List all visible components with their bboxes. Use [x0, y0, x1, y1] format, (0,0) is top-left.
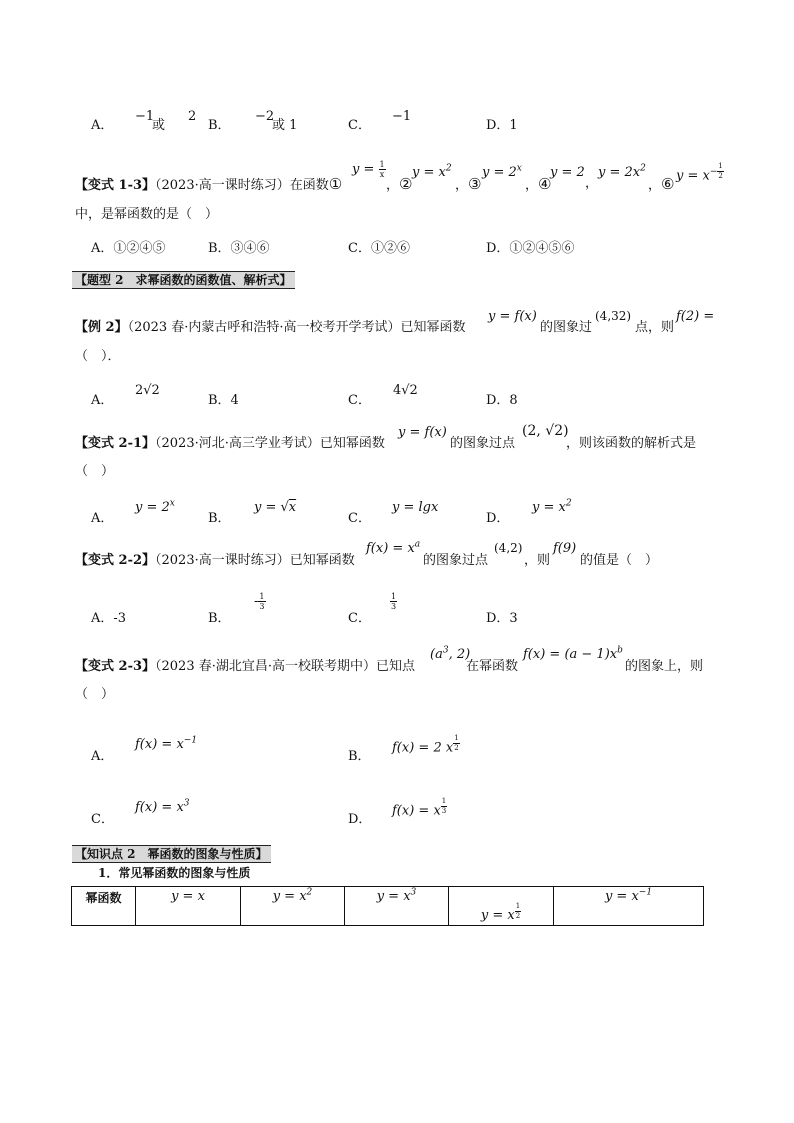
option-a-label: A．: [91, 118, 114, 133]
v23-option-c-label: C．: [91, 812, 114, 827]
v22-option-a: A．-3: [91, 611, 127, 626]
ex2-option-a-val: 2√2: [135, 383, 160, 398]
v13-option-b: B．③④⑥: [208, 241, 270, 256]
table-header-cell: $y = x^3$: [345, 887, 449, 926]
option-d: D．1: [486, 118, 518, 133]
ex2-option-a-label: A．: [91, 393, 114, 408]
v21-tail: ，则该函数的解析式是: [566, 436, 697, 451]
v13-sep3: ，④: [525, 175, 552, 193]
v23-tail: 的图象上，则: [625, 659, 704, 674]
v22-func: $f(x) = x^a$: [366, 539, 421, 556]
v13-sep4: ，: [585, 176, 599, 191]
ex2-cont: （ ）．: [75, 349, 121, 364]
v22-option-b-val: - $\frac{1}{3}$: [254, 592, 265, 611]
v21-option-b-val: y = √x: [254, 500, 297, 515]
v21-option-a-val: $y = 2^x$: [135, 498, 175, 515]
v23-option-b-label: B．: [348, 749, 371, 764]
option-b-or1: 或 1: [272, 118, 298, 133]
v23-option-d-val: f(x) = x $^{\frac{1}{3}}$: [392, 797, 447, 819]
v13-f4: y = 2: [550, 165, 585, 180]
v21-option-a-label: A．: [91, 511, 114, 526]
v21-option-d-label: D．: [486, 511, 510, 526]
v13-f2: $y = x^2$: [412, 163, 452, 180]
v13-option-a: A．①②④⑤: [91, 241, 166, 256]
v23-func: $f(x) = (a - 1)x^b$: [523, 645, 623, 662]
v22-option-d: D．3: [486, 611, 518, 626]
option-b-neg2: −2: [255, 109, 275, 124]
v22-question: 【变式 2-2】（2023·高一课时练习）已知幂函数: [75, 553, 355, 568]
v21-cont: （ ）: [75, 464, 115, 479]
v22-tail1: ，则: [524, 553, 551, 568]
v21-point: (2, √2): [522, 423, 569, 439]
v22-f9: f(9): [553, 541, 577, 556]
v22-tail2: 的值是（ ）: [580, 553, 659, 568]
v13-sep1: ，②: [386, 175, 413, 193]
v23-point: ($a^3$, 2): [430, 645, 471, 662]
v21-option-d-val: $y = x^2$: [532, 498, 572, 515]
option-a-or: 或: [152, 118, 166, 133]
v21-option-c-label: C．: [348, 511, 371, 526]
table-row: [72, 887, 704, 926]
option-c-val: −1: [392, 109, 412, 124]
v13-f5: $y = 2x^2$: [598, 163, 646, 180]
v21-mid: 的图象过点: [450, 436, 516, 451]
ex2-point: (4,32): [595, 309, 632, 323]
table-header-cell: y = x: [136, 887, 241, 926]
option-c-label: C．: [348, 118, 371, 133]
v21-option-c-val: y = lgx: [392, 500, 439, 515]
v13-f3: $y = 2^x$: [482, 163, 522, 180]
ex2-option-c-label: C．: [348, 393, 371, 408]
table-header-cell: y = x $^{\frac{1}{2}}$: [449, 887, 554, 926]
v22-option-c-label: C．: [348, 611, 371, 626]
ex2-mid: 的图象过: [540, 320, 593, 335]
v22-point: (4,2): [494, 541, 523, 555]
v13-sep5: ，⑥: [648, 175, 675, 193]
v23-option-c-val: $f(x) = x^3$: [135, 798, 190, 815]
ex2-option-b: B．4: [208, 393, 239, 408]
v22-mid: 的图象过点: [423, 553, 489, 568]
v23-option-a-val: $f(x) = x^{-1}$: [135, 735, 198, 752]
ex2-option-d: D．8: [486, 393, 518, 408]
kp2-subheading: 1．常见幂函数的图象与性质: [98, 866, 251, 880]
ex2-f2: f(2) =: [676, 309, 715, 324]
v21-option-b-label: B．: [208, 511, 231, 526]
v13-f6: $y = x^{- \frac{1}{2}}$: [676, 162, 723, 184]
v13-f1: y = $\frac{1}{x}$: [352, 160, 385, 179]
table-header-cell: 幂函数: [72, 887, 136, 926]
v13-question: 【变式 1-3】（2023·高一课时练习）在函数①: [75, 175, 343, 193]
v13-option-c: C．①②⑥: [348, 241, 410, 256]
v13-line2: 中，是幂函数的是（ ）: [75, 207, 219, 222]
section-header-type2: 【题型 2 求幂函数的函数值、解析式】: [72, 271, 295, 289]
v23-option-a-label: A．: [91, 749, 114, 764]
option-b-label: B．: [208, 118, 231, 133]
table-header-cell: $y = x^{-1}$: [554, 887, 704, 926]
ex2-option-c-val: 4√2: [393, 383, 418, 398]
v23-mid: 在幂函数: [466, 659, 519, 674]
ex2-func: y = f(x): [488, 309, 537, 324]
v23-option-d-label: D．: [348, 812, 372, 827]
v22-option-b-label: B．: [208, 611, 231, 626]
v23-cont: （ ）: [75, 687, 115, 702]
v21-func: y = f(x): [398, 425, 447, 440]
v23-question: 【变式 2-3】（2023 春·湖北宜昌·高一校联考期中）已知点: [75, 659, 415, 674]
section-header-kp2: 【知识点 2 幂函数的图象与性质】: [72, 845, 271, 863]
option-a-neg1: −1: [135, 109, 155, 124]
option-a-2: 2: [188, 109, 197, 124]
v22-option-c-val: $\frac{1}{3}$: [391, 592, 397, 611]
ex2-question: 【例 2】（2023 春·内蒙古呼和浩特·高一校考开学考试）已知幂函数: [75, 320, 466, 335]
ex2-tail: 点，则: [635, 320, 675, 335]
v23-option-b-val: f(x) = 2 x $^{\frac{1}{2}}$: [392, 734, 459, 756]
v13-option-d: D．①②④⑤⑥: [486, 241, 575, 256]
v13-sep2: ，③: [455, 175, 482, 193]
v21-question: 【变式 2-1】（2023·河北·高三学业考试）已知幂函数: [75, 436, 385, 451]
table-header-cell: $y = x^2$: [241, 887, 345, 926]
power-function-table: [71, 886, 704, 926]
